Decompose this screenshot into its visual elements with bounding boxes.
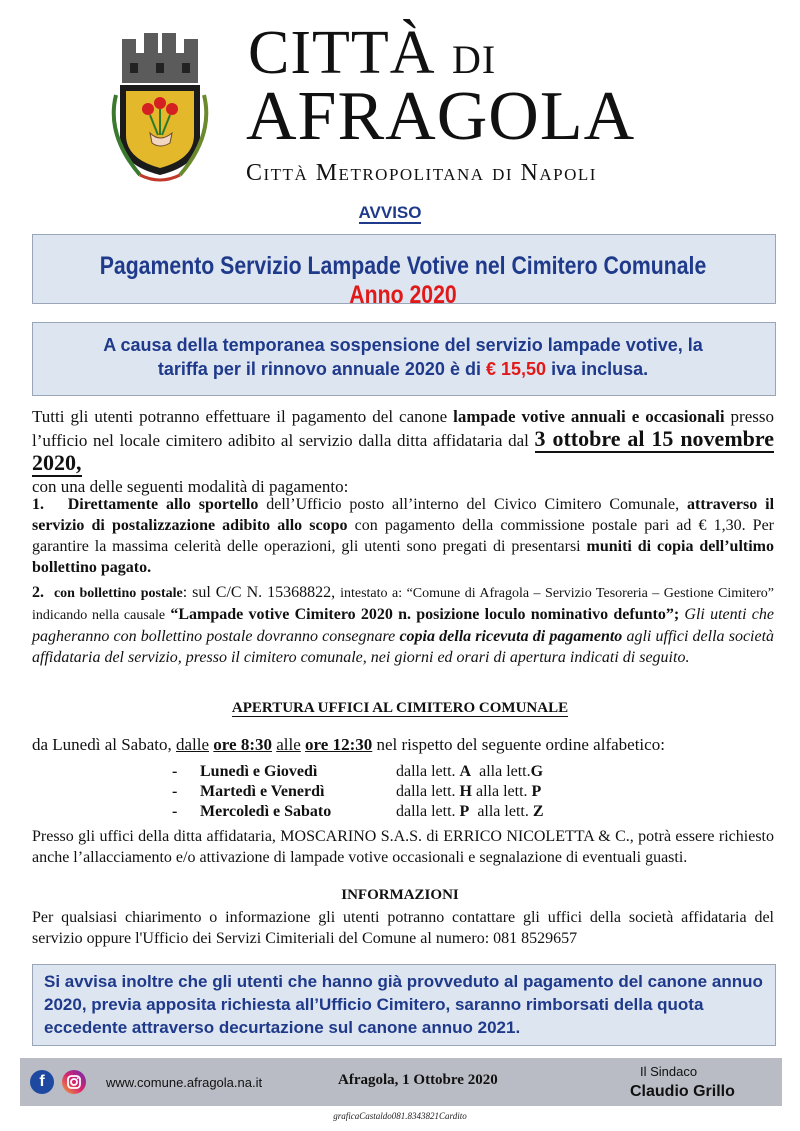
table-row: - Martedì e Venerdì dalla lett. H alla lett. P — [172, 783, 542, 800]
days-table — [172, 762, 544, 822]
info-heading: INFORMAZIONI — [341, 887, 459, 903]
facebook-icon[interactable]: f — [30, 1070, 54, 1094]
notice-text: A causa della temporanea sospensione del servizio lampade votive, la tariffa per il rinnovo annuale 2020 è di € 15,50 iva inclusa. — [103, 335, 703, 379]
city-title-di: DI — [452, 37, 497, 82]
payment-option-2: 2. con bollettino postale: sul C/C N. 15368822, intestato a: “Comune di Afragola – Servizio Tesoreria – Gestione Cimitero” indicando nella causale “Lampade votive Cimitero 2020 n. posizione loculo nominativo defunto”; Gli utenti che pagheranno con bollettino postale dovranno consegnare copia della ricevuta di pagamento agli uffici della società affidataria del servizio, presso il cimitero comunale, nei giorni ed orari di apertura indicati di seguito. — [32, 584, 775, 666]
city-crest-icon — [100, 25, 220, 185]
hours-text: da Lunedì al Sabato, dalle ore 8:30 alle ore 12:30 nel rispetto del seguente ordine alfabetico: — [32, 735, 665, 754]
city-subtitle: Città Metropolitana di Napoli — [246, 160, 597, 186]
refund-text: Si avvisa inoltre che gli utenti che hanno già provveduto al pagamento del canone annuo 2020, previa apposita richiesta all’Ufficio Cimitero, saranno rimborsati della quota eccedente attraverso decurtazione sul canone annuo 2021. — [44, 972, 763, 1037]
table-row: - Mercoledì e Sabato dalla lett. P alla lett. Z — [172, 803, 544, 820]
presso-paragraph: Presso gli uffici della ditta affidataria, MOSCARINO S.A.S. di ERRICO NICOLETTA & C., potrà essere richiesto anche l’allacciamento e/o attivazione di lampade votive occasionali e segnalazione di eventuali guasti. — [32, 828, 774, 866]
hours-heading: APERTURA UFFICI AL CIMITERO COMUNALE — [231, 700, 569, 716]
print-credit: graficaCastaldo081.8343821Cardito — [333, 1111, 467, 1121]
payment-option-1: 1. Direttamente allo sportello dell’Ufficio posto all’interno del Civico Cimitero Comunale, attraverso il servizio di postalizzazione adibito allo scopo con pagamento della commissione postale pari ad € 1,30. Per garantire la massima celerità delle operazioni, gli utenti sono pregati di presentarsi muniti di copia dell’ultimo bollettino pagato. — [32, 496, 775, 576]
avviso-heading: AVVISO — [358, 203, 422, 222]
document-date: Afragola, 1 Ottobre 2020 — [338, 1072, 498, 1088]
topic-title: Pagamento Servizio Lampade Votive nel Cimitero Comunale Anno 2020 — [99, 252, 707, 309]
table-row: - Lunedì e Giovedì dalla lett. A alla lett.G — [172, 763, 544, 780]
city-name: AFRAGOLA — [246, 78, 636, 155]
info-paragraph: Per qualsiasi chiarimento o informazione gli utenti potranno contattare gli uffici della società affidataria del servizio oppure l'Ufficio dei Servizi Cimiteriali del Comune al numero: 081 8529657 — [32, 909, 774, 947]
website-link[interactable]: www.comune.afragola.na.it — [106, 1075, 263, 1090]
intro-paragraph: Tutti gli utenti potranno effettuare il pagamento del canone lampade votive annuali e occasionali presso l’ufficio nel locale cimitero adibito al servizio dalla ditta affidataria dal 3 ottobre al 15 novembre 2020, con una delle seguenti modalità di pagamento: — [32, 407, 775, 496]
instagram-icon[interactable] — [62, 1070, 86, 1094]
city-title: CITTÀ DI — [248, 19, 497, 87]
mayor-label: Il Sindaco — [640, 1064, 698, 1079]
mayor-name: Claudio Grillo — [630, 1083, 735, 1100]
